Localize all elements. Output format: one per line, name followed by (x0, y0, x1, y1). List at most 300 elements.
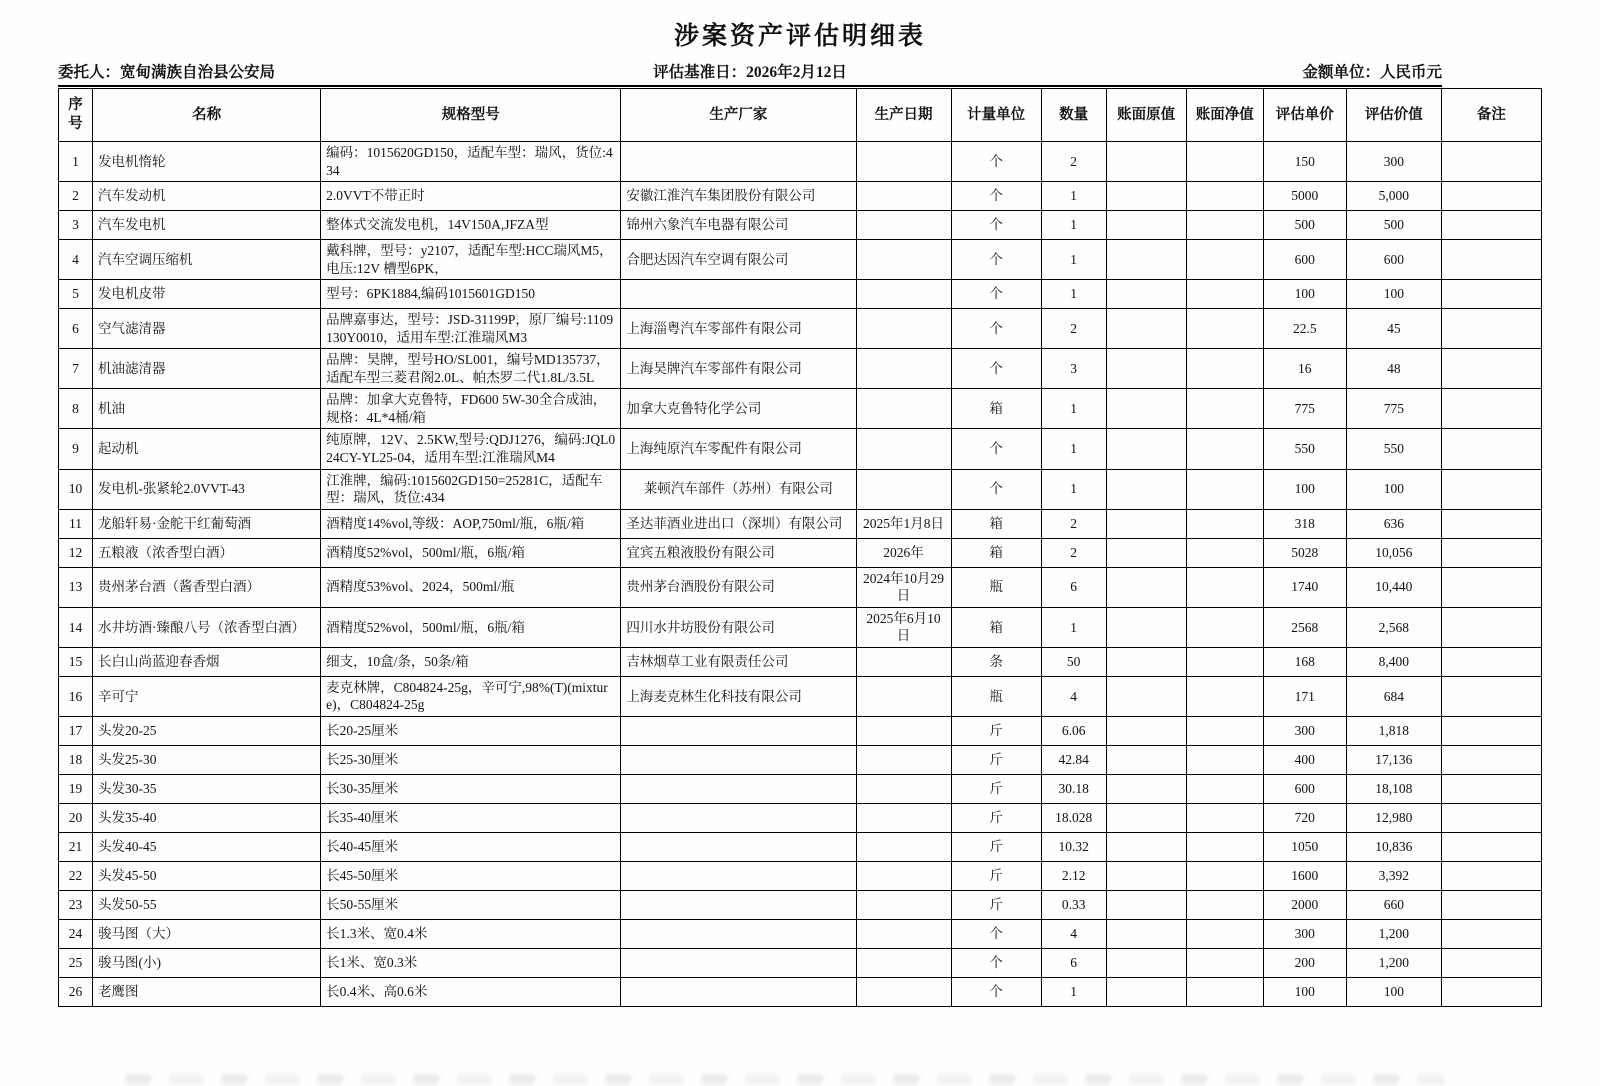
table-cell: 个 (951, 211, 1041, 240)
table-cell: 江淮牌，编码:1015602GD150=25281C，适配车型：瑞风，货位:434 (321, 469, 621, 509)
table-cell: 22.5 (1263, 309, 1346, 349)
table-cell (1441, 538, 1541, 567)
table-cell: 戴科牌，型号：y2107，适配车型:HCC瑞风M5，电压:12V 槽型6PK， (321, 240, 621, 280)
table-row (59, 676, 1542, 716)
asset-appraisal-table (58, 88, 1542, 1007)
table-cell: 1,818 (1346, 716, 1441, 745)
table-cell (1106, 647, 1186, 676)
table-cell: 个 (951, 429, 1041, 469)
table-cell: 318 (1263, 509, 1346, 538)
table-cell: 辛可宁 (93, 676, 321, 716)
table-cell: 2568 (1263, 607, 1346, 647)
header-spec-model: 规格型号 (321, 89, 621, 142)
table-cell: 10,056 (1346, 538, 1441, 567)
table-cell: 斤 (951, 890, 1041, 919)
table-cell: 上海淄粤汽车零部件有限公司 (621, 309, 856, 349)
table-cell (621, 890, 856, 919)
table-cell (1106, 538, 1186, 567)
table-cell: 3,392 (1346, 861, 1441, 890)
table-cell: 个 (951, 309, 1041, 349)
table-cell: 550 (1346, 429, 1441, 469)
table-cell: 1 (1041, 429, 1106, 469)
table-cell: 100 (1346, 469, 1441, 509)
table-cell (1441, 919, 1541, 948)
table-cell: 22 (59, 861, 93, 890)
table-cell: 酒精度53%vol、2024，500ml/瓶 (321, 567, 621, 607)
table-cell: 168 (1263, 647, 1346, 676)
table-cell: 斤 (951, 745, 1041, 774)
table-cell (856, 890, 951, 919)
table-cell: 莱顿汽车部件（苏州）有限公司 (621, 469, 856, 509)
table-cell: 2,568 (1346, 607, 1441, 647)
table-cell (1106, 509, 1186, 538)
table-cell: 8 (59, 389, 93, 429)
table-cell (856, 647, 951, 676)
table-cell (621, 977, 856, 1006)
table-cell: 10,836 (1346, 832, 1441, 861)
header-appraised-value: 评估价值 (1346, 89, 1441, 142)
table-cell: 12,980 (1346, 803, 1441, 832)
table-cell: 斤 (951, 803, 1041, 832)
table-cell (1186, 240, 1263, 280)
table-cell (1186, 832, 1263, 861)
table-cell: 2 (59, 182, 93, 211)
table-row (59, 349, 1542, 389)
table-cell: 720 (1263, 803, 1346, 832)
table-cell: 长25-30厘米 (321, 745, 621, 774)
table-cell (1441, 309, 1541, 349)
table-cell (1106, 832, 1186, 861)
table-cell: 4 (1041, 919, 1106, 948)
table-cell: 16 (59, 676, 93, 716)
table-cell (1106, 919, 1186, 948)
table-cell (856, 182, 951, 211)
table-cell: 骏马图（大） (93, 919, 321, 948)
table-cell: 头发30-35 (93, 774, 321, 803)
table-cell: 30.18 (1041, 774, 1106, 803)
table-cell: 100 (1346, 977, 1441, 1006)
table-cell (856, 309, 951, 349)
table-cell: 6.06 (1041, 716, 1106, 745)
table-cell: 长1米、宽0.3米 (321, 948, 621, 977)
table-cell: 五粮液（浓香型白酒） (93, 538, 321, 567)
table-row (59, 745, 1542, 774)
table-cell: 550 (1263, 429, 1346, 469)
table-cell: 684 (1346, 676, 1441, 716)
table-cell: 2026年 (856, 538, 951, 567)
table-cell: 长20-25厘米 (321, 716, 621, 745)
table-cell: 起动机 (93, 429, 321, 469)
table-cell: 3 (59, 211, 93, 240)
table-row (59, 716, 1542, 745)
table-cell: 长50-55厘米 (321, 890, 621, 919)
table-cell (1186, 182, 1263, 211)
table-cell (621, 861, 856, 890)
base-date-label: 评估基准日：2026年2月12日 (653, 64, 847, 81)
table-cell: 636 (1346, 509, 1441, 538)
table-cell (1186, 538, 1263, 567)
table-cell: 5000 (1263, 182, 1346, 211)
table-cell: 长白山尚蓝迎春香烟 (93, 647, 321, 676)
table-cell (1186, 389, 1263, 429)
table-cell: 型号：6PK1884,编码1015601GD150 (321, 280, 621, 309)
table-cell: 26 (59, 977, 93, 1006)
table-cell: 整体式交流发电机，14V150A,JFZA型 (321, 211, 621, 240)
table-cell: 长0.4米、高0.6米 (321, 977, 621, 1006)
client-label: 委托人：宽甸满族自治县公安局 (58, 64, 276, 81)
table-cell: 600 (1346, 240, 1441, 280)
table-cell (1106, 977, 1186, 1006)
table-cell: 个 (951, 182, 1041, 211)
table-cell: 2.12 (1041, 861, 1106, 890)
table-cell (856, 861, 951, 890)
table-cell: 100 (1346, 280, 1441, 309)
table-cell (1106, 745, 1186, 774)
header-unit: 计量单位 (951, 89, 1041, 142)
table-cell (1106, 142, 1186, 182)
table-cell: 汽车空调压缩机 (93, 240, 321, 280)
table-cell: 9 (59, 429, 93, 469)
table-cell: 24 (59, 919, 93, 948)
table-body (59, 142, 1542, 1007)
table-cell: 个 (951, 948, 1041, 977)
table-cell (1106, 429, 1186, 469)
meta-line (58, 60, 1442, 87)
table-cell: 100 (1263, 280, 1346, 309)
table-cell (1186, 309, 1263, 349)
table-cell (1186, 429, 1263, 469)
table-cell: 汽车发动机 (93, 182, 321, 211)
table-cell (1441, 832, 1541, 861)
table-cell (1106, 676, 1186, 716)
table-cell: 25 (59, 948, 93, 977)
table-cell: 171 (1263, 676, 1346, 716)
table-cell: 1600 (1263, 861, 1346, 890)
table-cell: 上海昊牌汽车零部件有限公司 (621, 349, 856, 389)
table-cell: 150 (1263, 142, 1346, 182)
table-cell (1106, 861, 1186, 890)
table-cell: 头发45-50 (93, 861, 321, 890)
table-cell (1106, 309, 1186, 349)
table-cell (1106, 469, 1186, 509)
table-cell (1441, 280, 1541, 309)
table-cell: 23 (59, 890, 93, 919)
table-cell: 45 (1346, 309, 1441, 349)
table-cell (1441, 647, 1541, 676)
table-cell: 1 (1041, 607, 1106, 647)
table-row (59, 182, 1542, 211)
table-cell: 个 (951, 919, 1041, 948)
table-cell: 箱 (951, 509, 1041, 538)
table-cell (1106, 240, 1186, 280)
table-cell: 头发50-55 (93, 890, 321, 919)
table-cell (856, 429, 951, 469)
table-cell (1186, 977, 1263, 1006)
table-cell: 300 (1263, 716, 1346, 745)
table-cell: 龙船轩易·金舵干红葡萄酒 (93, 509, 321, 538)
table-cell: 13 (59, 567, 93, 607)
table-cell: 4 (1041, 676, 1106, 716)
table-cell: 200 (1263, 948, 1346, 977)
table-cell: 条 (951, 647, 1041, 676)
table-cell: 500 (1346, 211, 1441, 240)
table-cell (1186, 948, 1263, 977)
table-cell: 10.32 (1041, 832, 1106, 861)
table-cell: 个 (951, 240, 1041, 280)
table-cell (1441, 211, 1541, 240)
table-cell (856, 469, 951, 509)
table-cell (1186, 211, 1263, 240)
table-cell (856, 211, 951, 240)
table-cell: 1 (1041, 211, 1106, 240)
table-cell (856, 142, 951, 182)
table-cell (1186, 803, 1263, 832)
table-cell (621, 803, 856, 832)
table-cell (1106, 607, 1186, 647)
table-cell: 老鹰图 (93, 977, 321, 1006)
table-cell: 骏马图(小) (93, 948, 321, 977)
table-cell: 个 (951, 142, 1041, 182)
table-cell: 100 (1263, 469, 1346, 509)
table-row (59, 538, 1542, 567)
table-cell: 5 (59, 280, 93, 309)
currency-unit-label: 金额单位：人民币元 (1302, 64, 1442, 81)
table-cell: 上海纯原汽车零配件有限公司 (621, 429, 856, 469)
table-cell (1441, 389, 1541, 429)
table-cell: 长45-50厘米 (321, 861, 621, 890)
table-cell: 头发25-30 (93, 745, 321, 774)
table-cell: 1,200 (1346, 919, 1441, 948)
bottom-cutoff-text-artifact (125, 1074, 1445, 1084)
table-row (59, 509, 1542, 538)
table-cell (621, 919, 856, 948)
table-cell: 品牌：加拿大克鲁特，FD600 5W-30全合成油，规格：4L*4桶/箱 (321, 389, 621, 429)
table-row (59, 567, 1542, 607)
table-cell (856, 832, 951, 861)
table-row (59, 977, 1542, 1006)
table-cell: 箱 (951, 389, 1041, 429)
table-cell: 四川水井坊股份有限公司 (621, 607, 856, 647)
table-row (59, 919, 1542, 948)
table-cell: 6 (1041, 567, 1106, 607)
table-cell (856, 389, 951, 429)
table-cell: 18 (59, 745, 93, 774)
table-cell: 长40-45厘米 (321, 832, 621, 861)
table-cell: 合肥达因汽车空调有限公司 (621, 240, 856, 280)
table-cell (856, 745, 951, 774)
table-cell: 0.33 (1041, 890, 1106, 919)
table-cell (856, 803, 951, 832)
page-title: 涉案资产评估明细表 (673, 23, 926, 50)
header-remarks: 备注 (1441, 89, 1541, 142)
table-row (59, 803, 1542, 832)
header-book-original: 账面原值 (1106, 89, 1186, 142)
table-cell (1441, 607, 1541, 647)
table-cell: 1 (1041, 280, 1106, 309)
header-manufacturer: 生产厂家 (621, 89, 856, 142)
table-row (59, 211, 1542, 240)
table-cell: 安徽江淮汽车集团股份有限公司 (621, 182, 856, 211)
table-cell: 775 (1346, 389, 1441, 429)
table-cell (1441, 803, 1541, 832)
table-header (59, 89, 1542, 142)
table-cell: 机油滤清器 (93, 349, 321, 389)
table-cell (621, 948, 856, 977)
table-cell: 上海麦克林生化科技有限公司 (621, 676, 856, 716)
table-cell (856, 948, 951, 977)
table-cell (1186, 745, 1263, 774)
table-row (59, 861, 1542, 890)
table-cell: 麦克林牌，C804824-25g，辛可宁,98%(T)(mixture)，C804824-25g (321, 676, 621, 716)
table-cell: 1740 (1263, 567, 1346, 607)
table-cell (856, 240, 951, 280)
table-cell (1106, 280, 1186, 309)
table-cell (856, 280, 951, 309)
table-cell: 7 (59, 349, 93, 389)
table-cell: 6 (59, 309, 93, 349)
table-cell: 瓶 (951, 676, 1041, 716)
table-cell: 300 (1263, 919, 1346, 948)
table-cell: 长30-35厘米 (321, 774, 621, 803)
table-cell: 14 (59, 607, 93, 647)
header-serial-no: 序号 (59, 89, 93, 142)
table-cell (1441, 948, 1541, 977)
table-cell (1441, 142, 1541, 182)
table-cell: 个 (951, 280, 1041, 309)
table-row (59, 607, 1542, 647)
table-cell: 2000 (1263, 890, 1346, 919)
table-row (59, 309, 1542, 349)
table-cell: 瓶 (951, 567, 1041, 607)
table-cell: 5,000 (1346, 182, 1441, 211)
table-cell (621, 142, 856, 182)
table-cell: 汽车发电机 (93, 211, 321, 240)
table-cell (1441, 509, 1541, 538)
table-cell: 1 (1041, 389, 1106, 429)
table-row (59, 832, 1542, 861)
table-cell: 100 (1263, 977, 1346, 1006)
table-cell (856, 349, 951, 389)
table-cell: 锦州六象汽车电器有限公司 (621, 211, 856, 240)
table-cell (1106, 948, 1186, 977)
table-cell: 长1.3米、宽0.4米 (321, 919, 621, 948)
table-row (59, 890, 1542, 919)
table-cell (1441, 977, 1541, 1006)
table-cell (856, 716, 951, 745)
table-cell: 斤 (951, 861, 1041, 890)
table-cell: 15 (59, 647, 93, 676)
table-cell: 6 (1041, 948, 1106, 977)
table-row (59, 280, 1542, 309)
table-cell: 1 (1041, 469, 1106, 509)
table-cell (1186, 567, 1263, 607)
table-cell: 品牌嘉事达，型号：JSD-31199P，原厂编号:1109130Y0010，适用车型:江淮瑞风M3 (321, 309, 621, 349)
table-cell (1441, 716, 1541, 745)
table-cell: 2 (1041, 538, 1106, 567)
table-cell (1106, 389, 1186, 429)
table-cell: 1 (1041, 182, 1106, 211)
table-cell: 贵州茅台酒（酱香型白酒） (93, 567, 321, 607)
table-cell: 空气滤清器 (93, 309, 321, 349)
table-row (59, 469, 1542, 509)
table-cell (1186, 861, 1263, 890)
table-cell (1441, 774, 1541, 803)
table-cell (1106, 774, 1186, 803)
table-cell: 17,136 (1346, 745, 1441, 774)
table-cell: 品牌：昊牌，型号HO/SL001，编号MD135737，适配车型三菱君阁2.0L、帕杰罗二代1.8L/3.5L (321, 349, 621, 389)
table-cell (1441, 429, 1541, 469)
table-row (59, 240, 1542, 280)
table-cell: 个 (951, 469, 1041, 509)
table-cell: 1050 (1263, 832, 1346, 861)
table-cell (1441, 676, 1541, 716)
table-cell: 775 (1263, 389, 1346, 429)
table-cell (1106, 716, 1186, 745)
table-cell: 18.028 (1041, 803, 1106, 832)
table-cell (1106, 211, 1186, 240)
table-cell: 2025年6月10日 (856, 607, 951, 647)
table-cell (1186, 469, 1263, 509)
table-cell: 50 (1041, 647, 1106, 676)
table-cell: 贵州茅台酒股份有限公司 (621, 567, 856, 607)
table-cell (1186, 509, 1263, 538)
table-cell: 1 (1041, 977, 1106, 1006)
table-cell: 个 (951, 349, 1041, 389)
table-cell (1186, 607, 1263, 647)
table-cell: 个 (951, 977, 1041, 1006)
table-cell (1441, 861, 1541, 890)
table-cell: 长35-40厘米 (321, 803, 621, 832)
table-cell (856, 919, 951, 948)
table-cell: 11 (59, 509, 93, 538)
table-cell (856, 977, 951, 1006)
table-cell: 2 (1041, 142, 1106, 182)
table-cell (621, 280, 856, 309)
table-cell (1186, 919, 1263, 948)
table-cell: 酒精度52%vol，500ml/瓶，6瓶/箱 (321, 538, 621, 567)
table-cell (1186, 349, 1263, 389)
table-cell (856, 676, 951, 716)
table-cell (1441, 890, 1541, 919)
table-cell: 头发40-45 (93, 832, 321, 861)
table-row (59, 647, 1542, 676)
table-cell: 纯原牌，12V、2.5KW,型号:QDJ1276，编码:JQL024CY-YL25-04，适用车型:江淮瑞风M4 (321, 429, 621, 469)
table-cell: 箱 (951, 607, 1041, 647)
table-cell: 编码：1015620GD150，适配车型：瑞风，货位:434 (321, 142, 621, 182)
table-cell: 细支，10盒/条，50条/箱 (321, 647, 621, 676)
table-cell: 400 (1263, 745, 1346, 774)
table-cell (1106, 567, 1186, 607)
table-row (59, 774, 1542, 803)
table-cell (1106, 890, 1186, 919)
header-appraised-unit-price: 评估单价 (1263, 89, 1346, 142)
table-cell (1441, 240, 1541, 280)
table-cell: 斤 (951, 774, 1041, 803)
table-cell: 600 (1263, 774, 1346, 803)
table-row (59, 389, 1542, 429)
table-cell: 5028 (1263, 538, 1346, 567)
table-cell: 2025年1月8日 (856, 509, 951, 538)
table-cell: 酒精度14%vol,等级：AOP,750ml/瓶，6瓶/箱 (321, 509, 621, 538)
table-cell (1106, 803, 1186, 832)
table-cell: 18,108 (1346, 774, 1441, 803)
table-cell (621, 774, 856, 803)
table-cell: 酒精度52%vol，500ml/瓶，6瓶/箱 (321, 607, 621, 647)
table-cell: 2 (1041, 309, 1106, 349)
table-cell (1186, 890, 1263, 919)
table-cell (1186, 280, 1263, 309)
table-cell (1441, 182, 1541, 211)
